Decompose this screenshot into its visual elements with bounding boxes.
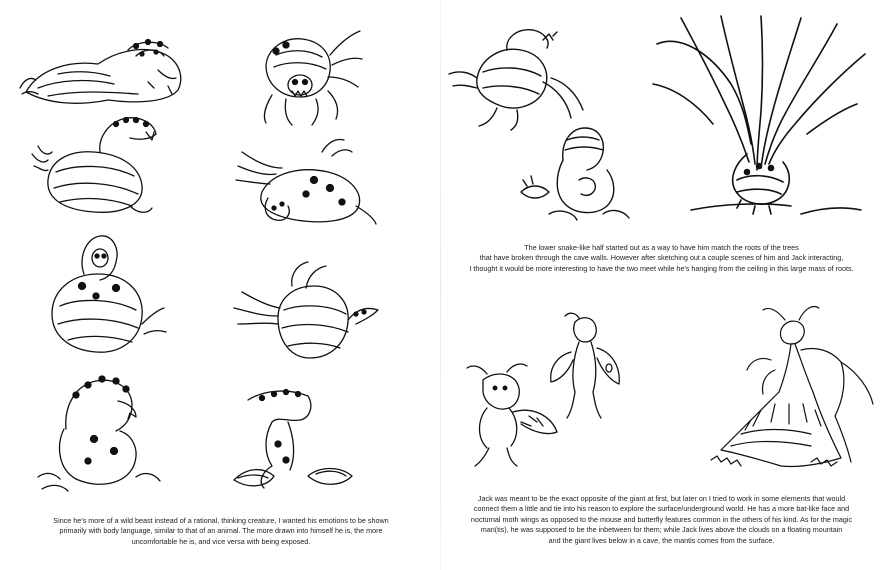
left-caption [14, 516, 428, 547]
creature-sketch-lying-spotted [232, 132, 382, 227]
caption-line: I thought it would be more interesting to have the two meet while he's hanging from the ceiling in this large mass of roots. [469, 263, 854, 273]
creature-sketch-sitting-upright [36, 365, 166, 495]
caption-line: primarily with body language, similar to that of an animal. The more drawn into himself he is, the more [59, 526, 383, 536]
caption-line: Since he's more of a wild beast instead of a rational, thinking creature, I wanted his emotions to be shown [53, 516, 389, 525]
jack-sketch-wings-spread [545, 312, 625, 422]
creature-sketch-crouching [18, 30, 188, 110]
caption-line: nocturnal moth wings as opposed to the mouse and butterfly features common in the others of his kind. As for the magic [470, 514, 853, 524]
caption-line: and the giant lives below in a cave, the mantis comes from the surface. [548, 535, 775, 545]
jack-sketch-crouching [519, 120, 639, 230]
jack-mantis-caption [441, 494, 882, 546]
right-page [441, 0, 882, 570]
creature-sketch-skull-face [236, 25, 366, 130]
caption-line: The lower snake-like half started out as a way to have him match the roots of the trees [524, 243, 799, 252]
caption-line: connect them a little and tie into his reason to explore the surface/underground world. He has a more bat-like face and [473, 504, 850, 514]
creature-sketch-coiled-snake [30, 110, 170, 220]
giant-roots-caption [441, 243, 882, 274]
creature-sketch-huddled [38, 230, 168, 360]
mantis-sketch-magic-man [691, 300, 881, 475]
creature-sketch-leaping [447, 22, 597, 132]
caption-line: uncomfortable he is, and vice versa with being exposed. [131, 536, 311, 546]
creature-sketch-exposed [232, 258, 382, 368]
caption-line: man(tis), he was supposed to be the inbetween for them; while Jack lives above the clouds on a floating mountain [480, 525, 843, 535]
creature-sketch-sitting-side [228, 382, 368, 494]
caption-line: Jack was meant to be the exact opposite of the giant at first, but later on I tried to work in some elements that would [477, 494, 846, 503]
caption-line: that have broken through the cave walls. However after sketching out a couple scenes of him and Jack interacting, [479, 253, 844, 263]
giant-sketch-hanging-roots [651, 14, 869, 219]
